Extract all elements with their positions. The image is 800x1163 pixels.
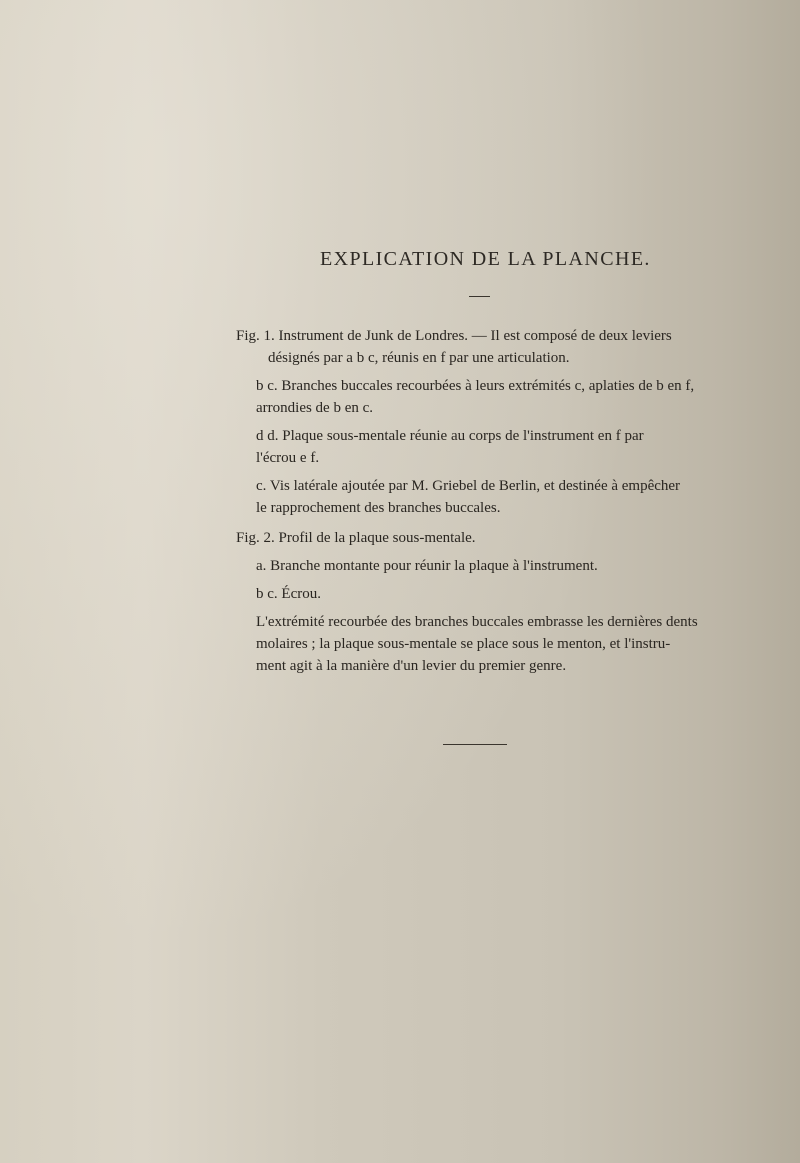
item-line: a. Branche montante pour réunir la plaque à l'instrument.	[256, 558, 598, 574]
end-divider	[443, 744, 507, 745]
figure-1-item-dd	[236, 425, 726, 469]
paragraph-line: molaires ; la plaque sous-mentale se place sous le menton, et l'instru-	[256, 636, 671, 652]
figure-1-line: Fig. 1. Instrument de Junk de Londres. — Il est composé de deux leviers	[236, 328, 672, 344]
figure-1-item-c	[236, 475, 726, 519]
item-line: b c. Branches buccales recourbées à leurs extrémités c, aplaties de b en f,	[256, 378, 695, 394]
item-line: arrondies de b en c.	[256, 400, 374, 416]
paragraph-line: L'extrémité recourbée des branches buccales embrasse les dernières dents	[256, 614, 698, 630]
page-title: EXPLICATION DE LA PLANCHE.	[320, 248, 651, 270]
item-line: l'écrou e f.	[256, 450, 320, 466]
figure-1-line: désignés par a b c, réunis en f par une articulation.	[268, 350, 570, 366]
plate-explanation	[236, 325, 726, 683]
item-line: b c. Écrou.	[256, 586, 321, 602]
figure-2-line: Fig. 2. Profil de la plaque sous-mentale.	[236, 530, 476, 546]
closing-paragraph	[236, 611, 726, 677]
figure-2-entry	[236, 527, 726, 549]
paragraph-line: ment agit à la manière d'un levier du premier genre.	[256, 658, 567, 674]
figure-2-item-bc	[236, 583, 726, 605]
item-line: le rapprochement des branches buccales.	[256, 500, 501, 516]
figure-2-item-a	[236, 555, 726, 577]
figure-1-entry	[236, 325, 726, 369]
item-line: c. Vis latérale ajoutée par M. Griebel de Berlin, et destinée à empêcher	[256, 478, 681, 494]
figure-1-item-bc	[236, 375, 726, 419]
item-line: d d. Plaque sous-mentale réunie au corps de l'instrument en f par	[256, 428, 644, 444]
title-divider	[469, 296, 490, 297]
